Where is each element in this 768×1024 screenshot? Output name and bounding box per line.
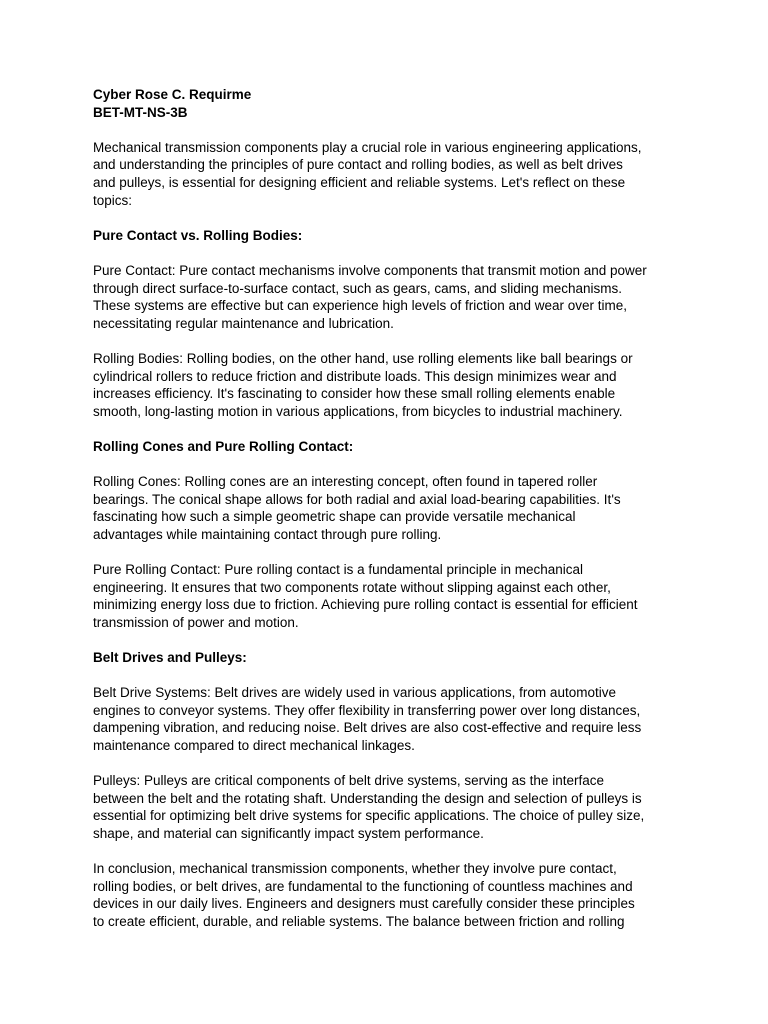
- pure-contact-paragraph: [93, 262, 683, 332]
- paragraph-line: fascinating how such a simple geometric shape can provide versatile mechanical: [93, 509, 576, 525]
- rolling-cones-paragraph: [93, 473, 683, 543]
- document-body: [93, 86, 683, 931]
- spacer: [93, 209, 683, 227]
- paragraph-line: necessitating regular maintenance and lubrication.: [93, 315, 394, 331]
- paragraph-line: smooth, long-lasting motion in various applications, from bicycles to industrial machinery.: [93, 403, 623, 419]
- spacer: [93, 121, 683, 139]
- paragraph-line: Rolling Cones: Rolling cones are an interesting concept, often found in tapered roller: [93, 474, 598, 490]
- paragraph-line: transmission of power and motion.: [93, 614, 299, 630]
- paragraph-line: devices in our daily lives. Engineers and designers must carefully consider these principles: [93, 896, 635, 912]
- paragraph-line: and understanding the principles of pure contact and rolling bodies, as well as belt drives: [93, 157, 623, 173]
- author-name: Cyber Rose C. Requirme: [93, 87, 252, 102]
- spacer: [93, 543, 683, 561]
- belt-drive-paragraph: [93, 684, 683, 754]
- paragraph-line: cylindrical rollers to reduce friction and distribute loads. This design minimizes wear and: [93, 368, 617, 384]
- spacer: [93, 631, 683, 649]
- paragraph-line: Mechanical transmission components play a crucial role in various engineering applications,: [93, 139, 642, 155]
- paragraph-line: shape, and material can significantly impact system performance.: [93, 825, 484, 841]
- paragraph-line: Rolling Bodies: Rolling bodies, on the other hand, use rolling elements like ball bearings or: [93, 350, 633, 366]
- paragraph-line: dampening vibration, and reducing noise. Belt drives are also cost-effective and require less: [93, 720, 642, 736]
- pure-rolling-contact-paragraph: [93, 561, 683, 631]
- rolling-bodies-paragraph: [93, 350, 683, 420]
- paragraph-line: Pulleys: Pulleys are critical components of belt drive systems, serving as the interface: [93, 773, 604, 789]
- paragraph-line: topics:: [93, 192, 133, 208]
- paragraph-line: engineering. It ensures that two components rotate without slipping against each other,: [93, 579, 611, 595]
- spacer: [93, 667, 683, 685]
- paragraph-line: engines to conveyor systems. They offer flexibility in transferring power over long distances,: [93, 702, 641, 718]
- spacer: [93, 244, 683, 262]
- paragraph-line: rolling bodies, or belt drives, are fundamental to the functioning of countless machines and: [93, 878, 633, 894]
- paragraph-line: Pure Rolling Contact: Pure rolling contact is a fundamental principle in mechanical: [93, 562, 584, 578]
- section-heading: Rolling Cones and Pure Rolling Contact:: [93, 438, 354, 454]
- section-heading: Pure Contact vs. Rolling Bodies:: [93, 227, 303, 243]
- spacer: [93, 455, 683, 473]
- spacer: [93, 332, 683, 350]
- paragraph-line: advantages while maintaining contact through pure rolling.: [93, 526, 442, 542]
- paragraph-line: minimizing energy loss due to friction. Achieving pure rolling contact is essential for efficient: [93, 597, 638, 613]
- section-heading: Belt Drives and Pulleys:: [93, 650, 247, 665]
- paragraph-line: essential for optimizing belt drive systems for specific applications. The choice of pulley size,: [93, 808, 645, 824]
- paragraph-line: between the belt and the rotating shaft. Understanding the design and selection of pulleys is: [93, 790, 642, 806]
- paragraph-line: maintenance compared to direct mechanical linkages.: [93, 737, 415, 753]
- paragraph-line: These systems are effective but can experience high levels of friction and wear over time,: [93, 298, 628, 314]
- course-section: BET-MT-NS-3B: [93, 104, 188, 120]
- paragraph-line: In conclusion, mechanical transmission components, whether they involve pure contact,: [93, 861, 617, 877]
- paragraph-line: and pulleys, is essential for designing efficient and reliable systems. Let's reflect on these: [93, 174, 626, 190]
- spacer: [93, 843, 683, 861]
- paragraph-line: through direct surface-to-surface contact, such as gears, cams, and sliding mechanisms.: [93, 280, 622, 296]
- pulleys-paragraph: [93, 772, 683, 842]
- paragraph-line: to create efficient, durable, and reliable systems. The balance between friction and rolling: [93, 913, 625, 929]
- paragraph-line: Pure Contact: Pure contact mechanisms involve components that transmit motion and power: [93, 262, 647, 278]
- paragraph-line: Belt Drive Systems: Belt drives are widely used in various applications, from automotive: [93, 685, 616, 701]
- paragraph-line: bearings. The conical shape allows for both radial and axial load-bearing capabilities. It's: [93, 491, 621, 507]
- intro-paragraph: [93, 139, 683, 209]
- paragraph-line: increases efficiency. It's fascinating to consider how these small rolling elements enable: [93, 386, 616, 402]
- spacer: [93, 420, 683, 438]
- conclusion-paragraph: [93, 860, 683, 930]
- spacer: [93, 755, 683, 773]
